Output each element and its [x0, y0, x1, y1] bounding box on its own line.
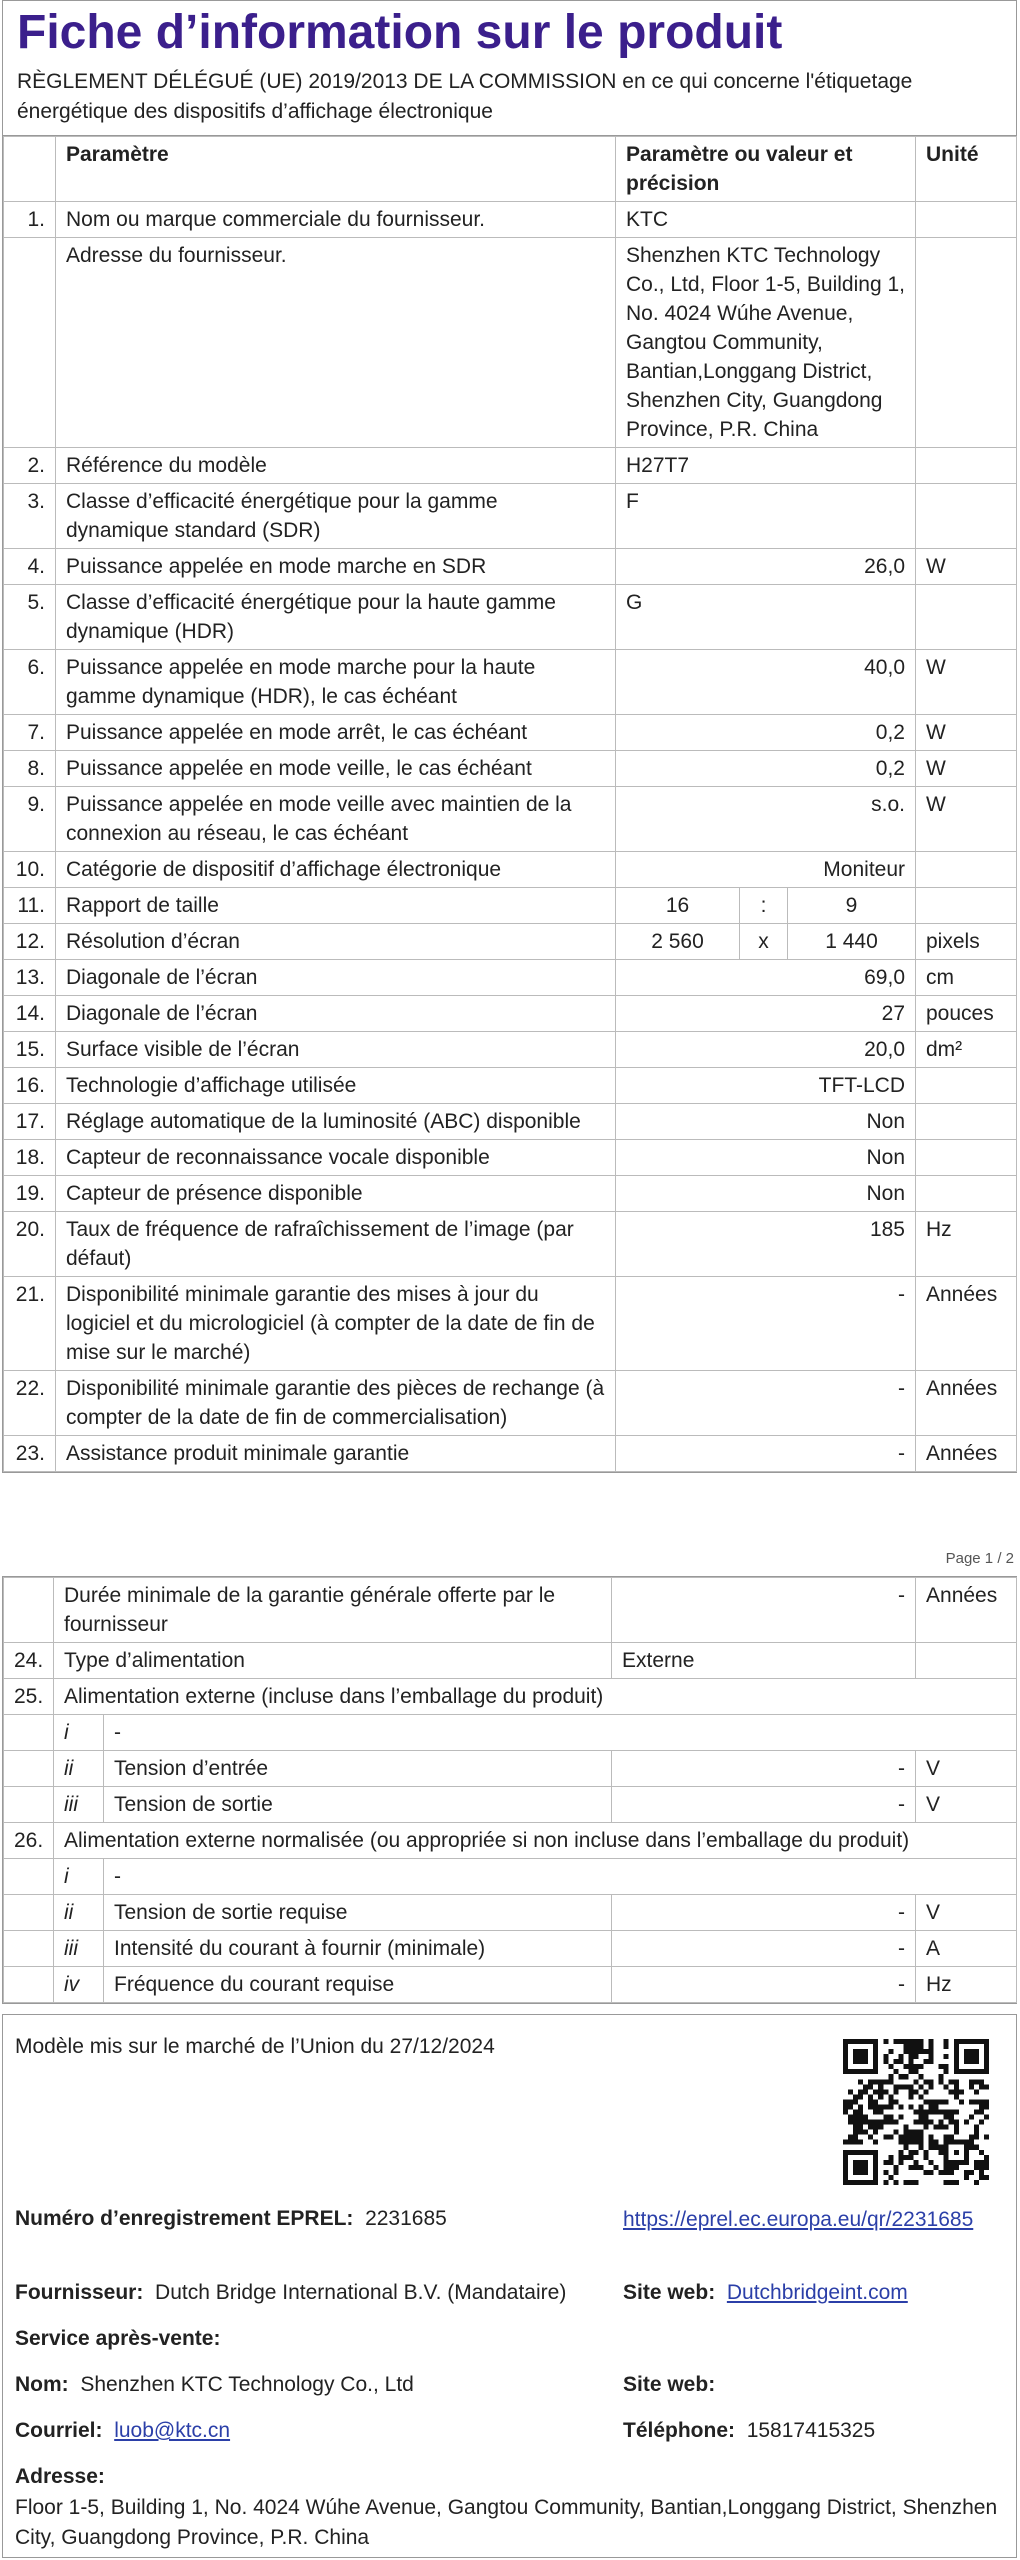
row-label: Résolution d’écran: [56, 924, 616, 960]
row-value: -: [612, 1578, 916, 1643]
row-label: Adresse du fournisseur.: [56, 238, 616, 448]
row-label: Puissance appelée en mode marche en SDR: [56, 549, 616, 585]
header-unit: Unité: [916, 137, 1017, 202]
row-label: Type d’alimentation: [54, 1643, 612, 1679]
row-number: 24.: [4, 1643, 54, 1679]
row-number: 17.: [4, 1104, 56, 1140]
parameters-table: [3, 136, 1017, 1472]
row-value: 20,0: [616, 1032, 916, 1068]
regulation-subtitle: RÈGLEMENT DÉLÉGUÉ (UE) 2019/2013 DE LA COMMISSION en ce qui concerne l'étiquetage énergétique des dispositifs d’affichage électronique: [17, 70, 913, 123]
row-label: Classe d’efficacité énergétique pour la gamme dynamique standard (SDR): [56, 484, 616, 549]
website-label: Site web:: [623, 2281, 716, 2304]
row-unit: [916, 1140, 1017, 1176]
sub-label: Intensité du courant à fournir (minimale): [104, 1931, 612, 1967]
row-value: KTC: [616, 202, 916, 238]
table-row: [4, 1436, 1017, 1472]
row-separator: :: [740, 888, 788, 924]
row-value: -: [616, 1436, 916, 1472]
service-website-label: Site web:: [623, 2373, 716, 2396]
row-number: 19.: [4, 1176, 56, 1212]
power-supply-sub-row: [4, 1787, 1017, 1823]
row-unit: pixels: [916, 924, 1017, 960]
row-value: Non: [616, 1104, 916, 1140]
table-header-row: [4, 137, 1017, 202]
service-label: Service après-vente:: [15, 2327, 221, 2350]
row-number: 13.: [4, 960, 56, 996]
row-value: 26,0: [616, 549, 916, 585]
row-unit: dm²: [916, 1032, 1017, 1068]
eprel-value: 2231685: [365, 2207, 447, 2230]
sub-unit: V: [916, 1787, 1017, 1823]
row-number: 15.: [4, 1032, 56, 1068]
row-unit: [916, 202, 1017, 238]
qr-code[interactable]: [843, 2039, 989, 2185]
table-row: [4, 996, 1017, 1032]
row-value: 27: [616, 996, 916, 1032]
sub-unit: V: [916, 1895, 1017, 1931]
sub-index: iv: [54, 1967, 104, 2003]
row-label: Puissance appelée en mode veille avec maintien de la connexion au réseau, le cas échéant: [56, 787, 616, 852]
row-unit: Années: [916, 1578, 1017, 1643]
row-label: Nom ou marque commerciale du fournisseur.: [56, 202, 616, 238]
sub-index: i: [54, 1859, 104, 1895]
power-supply-sub-row: [4, 1895, 1017, 1931]
table-row: [4, 650, 1017, 715]
service-name-value: Shenzhen KTC Technology Co., Ltd: [80, 2373, 414, 2396]
row-value: 0,2: [616, 751, 916, 787]
row-label: Disponibilité minimale garantie des pièces de rechange (à compter de la date de fin de commercialisation): [56, 1371, 616, 1436]
row-label: Rapport de taille: [56, 888, 616, 924]
power-supply-group-row: [4, 1679, 1017, 1715]
power-supply-table: [3, 1577, 1017, 2003]
row-unit: W: [916, 650, 1017, 715]
row-value: -: [616, 1371, 916, 1436]
sub-unit: A: [916, 1931, 1017, 1967]
table-row: [4, 1032, 1017, 1068]
eprel-link[interactable]: https://eprel.ec.europa.eu/qr/2231685: [623, 2208, 974, 2231]
sub-unit: V: [916, 1751, 1017, 1787]
row-unit: [916, 448, 1017, 484]
row-value: H27T7: [616, 448, 916, 484]
page-number: Page 1 / 2: [945, 1550, 1014, 1567]
power-supply-sub-row: [4, 1751, 1017, 1787]
table-row: [4, 484, 1017, 549]
row-unit: [916, 888, 1017, 924]
row-label: Alimentation externe normalisée (ou appropriée si non incluse dans l’emballage du produit): [54, 1823, 1017, 1859]
table-row: [4, 787, 1017, 852]
sub-label: Fréquence du courant requise: [104, 1967, 612, 2003]
service-name-label: Nom:: [15, 2373, 69, 2396]
row-value: s.o.: [616, 787, 916, 852]
row-number: 18.: [4, 1140, 56, 1176]
row-label: Référence du modèle: [56, 448, 616, 484]
row-value: Non: [616, 1176, 916, 1212]
row-label: Diagonale de l’écran: [56, 960, 616, 996]
row-value-b: 9: [788, 888, 916, 924]
phone-value: 15817415325: [746, 2419, 876, 2442]
row-value: 40,0: [616, 650, 916, 715]
row-number: 21.: [4, 1277, 56, 1371]
row-label: Durée minimale de la garantie générale offerte par le fournisseur: [54, 1578, 612, 1643]
row-label: Puissance appelée en mode veille, le cas échéant: [56, 751, 616, 787]
sub-value: -: [612, 1967, 916, 2003]
table-row: [4, 751, 1017, 787]
row-number: 9.: [4, 787, 56, 852]
row-value: Moniteur: [616, 852, 916, 888]
row-unit: [916, 484, 1017, 549]
row-unit: W: [916, 787, 1017, 852]
row-number: 16.: [4, 1068, 56, 1104]
row-number: 2.: [4, 448, 56, 484]
row-unit: [916, 1176, 1017, 1212]
footer-info: [2, 2014, 1017, 2558]
address-value: Floor 1-5, Building 1, No. 4024 Wúhe Avenue, Gangtou Community, Bantian,Longgang District, Shenzhen City, Guangdong Province, P.R. China: [15, 2496, 998, 2549]
row-number: 20.: [4, 1212, 56, 1277]
row-number: 25.: [4, 1679, 54, 1715]
sub-index: i: [54, 1715, 104, 1751]
table-row: [4, 1371, 1017, 1436]
row-number: 14.: [4, 996, 56, 1032]
row-label: Puissance appelée en mode marche pour la haute gamme dynamique (HDR), le cas échéant: [56, 650, 616, 715]
row-value: 0,2: [616, 715, 916, 751]
row-value: 69,0: [616, 960, 916, 996]
row-number: 23.: [4, 1436, 56, 1472]
power-supply-sub-row: [4, 1967, 1017, 2003]
row-label: Diagonale de l’écran: [56, 996, 616, 1032]
row-value-b: 1 440: [788, 924, 916, 960]
row-value: G: [616, 585, 916, 650]
supplier-label: Fournisseur:: [15, 2281, 144, 2304]
row-number: 22.: [4, 1371, 56, 1436]
sub-label: Tension de sortie requise: [104, 1895, 612, 1931]
market-date: Modèle mis sur le marché de l’Union du 27/12/2024: [15, 2035, 495, 2058]
table-row: [4, 549, 1017, 585]
row-label: Alimentation externe (incluse dans l’emballage du produit): [54, 1679, 1017, 1715]
website-link[interactable]: Dutchbridgeint.com: [726, 2281, 908, 2304]
row-number: [4, 238, 56, 448]
power-supply-group-row: [4, 1823, 1017, 1859]
row-unit: cm: [916, 960, 1017, 996]
row-unit: W: [916, 751, 1017, 787]
sub-unit: Hz: [916, 1967, 1017, 2003]
row-separator: x: [740, 924, 788, 960]
row-number: 4.: [4, 549, 56, 585]
row-number: 7.: [4, 715, 56, 751]
row-value: F: [616, 484, 916, 549]
row-label: Technologie d’affichage utilisée: [56, 1068, 616, 1104]
power-supply-section: [2, 1576, 1017, 2004]
mail-label: Courriel:: [15, 2419, 103, 2442]
row-unit: [916, 1104, 1017, 1140]
row-unit: [916, 1068, 1017, 1104]
row-number: 11.: [4, 888, 56, 924]
row-label: Disponibilité minimale garantie des mises à jour du logiciel et du micrologiciel (à compter de la date de fin de mise sur le marché): [56, 1277, 616, 1371]
table-row: [4, 715, 1017, 751]
row-unit: Hz: [916, 1212, 1017, 1277]
row-number: 8.: [4, 751, 56, 787]
mail-link[interactable]: luob@ktc.cn: [114, 2419, 231, 2442]
row-label: Classe d’efficacité énergétique pour la haute gamme dynamique (HDR): [56, 585, 616, 650]
resolution-row: [4, 924, 1017, 960]
row-label: Capteur de reconnaissance vocale disponible: [56, 1140, 616, 1176]
sub-value: -: [612, 1787, 916, 1823]
row-value: Shenzhen KTC Technology Co., Ltd, Floor 1-5, Building 1, No. 4024 Wúhe Avenue, Gangtou Community, Bantian,Longgang District, Shenzhen City, Guangdong Province, P.R. China: [616, 238, 916, 448]
table-row: [4, 448, 1017, 484]
sub-index: iii: [54, 1931, 104, 1967]
row-label: Puissance appelée en mode arrêt, le cas échéant: [56, 715, 616, 751]
table-row: [4, 202, 1017, 238]
table-row: [4, 960, 1017, 996]
row-value: TFT-LCD: [616, 1068, 916, 1104]
sub-index: ii: [54, 1751, 104, 1787]
table-row: [4, 1068, 1017, 1104]
power-supply-sub-row: [4, 1931, 1017, 1967]
row-label: Catégorie de dispositif d’affichage électronique: [56, 852, 616, 888]
row-value: Externe: [612, 1643, 916, 1679]
row-label: Taux de fréquence de rafraîchissement de l’image (par défaut): [56, 1212, 616, 1277]
row-value: Non: [616, 1140, 916, 1176]
power-supply-sub-row: [4, 1715, 1017, 1751]
table-row: [4, 1176, 1017, 1212]
power-supply-sub-row: [4, 1859, 1017, 1895]
sub-value: -: [612, 1931, 916, 1967]
header-value: Paramètre ou valeur et précision: [616, 137, 916, 202]
row-label: Assistance produit minimale garantie: [56, 1436, 616, 1472]
table-row: [4, 1212, 1017, 1277]
page-title: Fiche d’information sur le produit: [17, 6, 783, 59]
sub-value: -: [612, 1751, 916, 1787]
row-unit: Années: [916, 1277, 1017, 1371]
row-unit: Années: [916, 1371, 1017, 1436]
sub-label: Tension d’entrée: [104, 1751, 612, 1787]
sub-index: iii: [54, 1787, 104, 1823]
phone-label: Téléphone:: [623, 2419, 736, 2442]
row-number: 10.: [4, 852, 56, 888]
row-label: Capteur de présence disponible: [56, 1176, 616, 1212]
row-value: -: [616, 1277, 916, 1371]
table-row: [4, 585, 1017, 650]
address-label: Adresse:: [15, 2465, 105, 2488]
table-row: [4, 1104, 1017, 1140]
product-information-sheet: [2, 0, 1017, 1473]
table-row: [4, 852, 1017, 888]
row-unit: pouces: [916, 996, 1017, 1032]
sub-label: -: [104, 1859, 1017, 1895]
row-value-a: 2 560: [616, 924, 740, 960]
header: [3, 1, 1016, 136]
sub-index: ii: [54, 1895, 104, 1931]
row-unit: W: [916, 715, 1017, 751]
row-unit: [916, 585, 1017, 650]
table-row: [4, 238, 1017, 448]
row-unit: [916, 238, 1017, 448]
row-number: 3.: [4, 484, 56, 549]
header-param: Paramètre: [56, 137, 616, 202]
row-unit: Années: [916, 1436, 1017, 1472]
row-unit: [916, 852, 1017, 888]
sub-value: -: [612, 1895, 916, 1931]
row-value-a: 16: [616, 888, 740, 924]
row-number: 5.: [4, 585, 56, 650]
row-label: Réglage automatique de la luminosité (ABC) disponible: [56, 1104, 616, 1140]
row-label: Surface visible de l’écran: [56, 1032, 616, 1068]
row-number: 6.: [4, 650, 56, 715]
warranty-row: [4, 1578, 1017, 1643]
table-row: [4, 1277, 1017, 1371]
supply-type-row: [4, 1643, 1017, 1679]
aspect-ratio-row: [4, 888, 1017, 924]
row-number: 12.: [4, 924, 56, 960]
sub-label: Tension de sortie: [104, 1787, 612, 1823]
row-value: 185: [616, 1212, 916, 1277]
table-row: [4, 1140, 1017, 1176]
eprel-label: Numéro d’enregistrement EPREL:: [15, 2207, 354, 2230]
row-number: 1.: [4, 202, 56, 238]
row-number: 26.: [4, 1823, 54, 1859]
sub-label: -: [104, 1715, 1017, 1751]
supplier-value: Dutch Bridge International B.V. (Mandataire): [155, 2281, 567, 2304]
row-unit: W: [916, 549, 1017, 585]
